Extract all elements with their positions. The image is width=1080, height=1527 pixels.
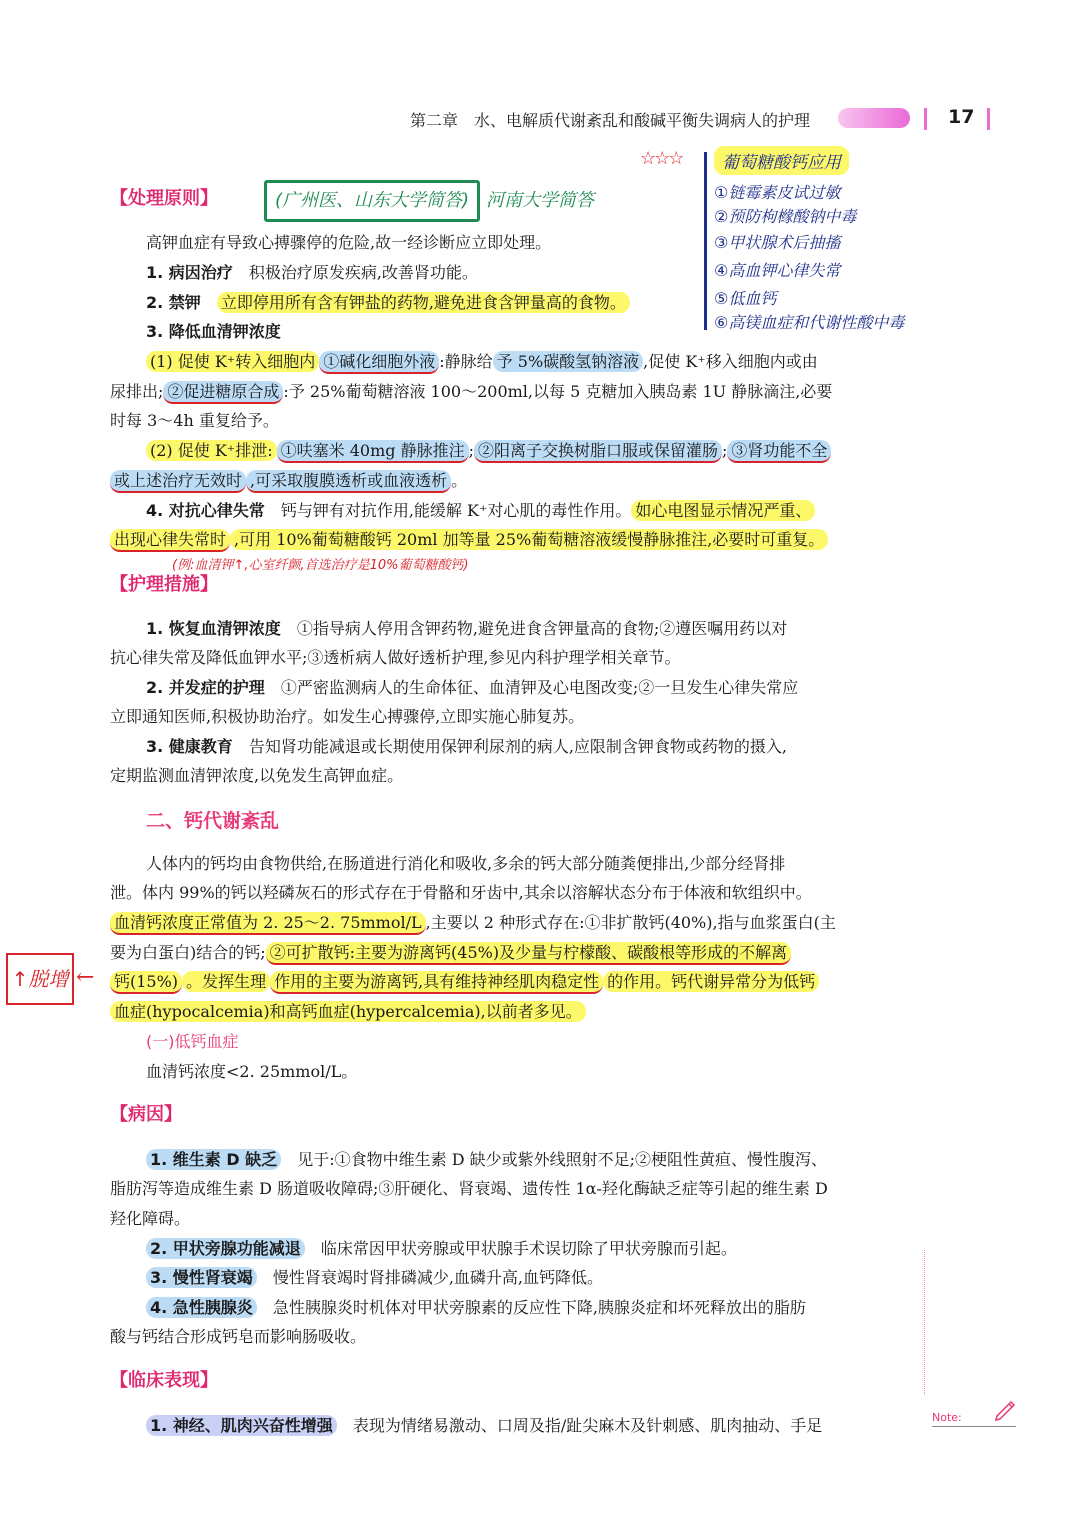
highlight: 如心电图显示情况严重、 bbox=[631, 500, 815, 521]
paragraph: 血清钙浓度<2. 25mmol/L。 bbox=[146, 1062, 358, 1081]
star-marks: ☆☆☆ bbox=[640, 148, 683, 169]
note-item: ③甲状腺术后抽搐 bbox=[714, 233, 841, 252]
section-cause: 【病因】 bbox=[110, 1104, 182, 1125]
text: :予 25%葡萄糖溶液 100～200ml,以每 5 克糖加入胰岛素 1U 静脉滴注,必要 bbox=[283, 382, 833, 401]
item-label: 4. 急性胰腺炎 bbox=[146, 1297, 257, 1318]
highlight: 血症(hypocalcemia)和高钙血症(hypercalcemia),以前者多见。 bbox=[110, 1001, 586, 1022]
text: :静脉给 bbox=[439, 352, 493, 371]
paragraph bbox=[146, 1415, 946, 1437]
text: 告知肾功能减退或长期使用保钾利尿剂的病人,应限制含钾食物或药物的摄入, bbox=[248, 737, 787, 756]
note-area bbox=[932, 1406, 1016, 1425]
exam-source-note: 河南大学简答 bbox=[486, 190, 594, 211]
paragraph bbox=[146, 1149, 946, 1171]
header-separator bbox=[924, 108, 927, 130]
paragraph bbox=[146, 1238, 946, 1260]
paragraph bbox=[146, 440, 946, 462]
side-annotation-box: ↑脱增 bbox=[6, 953, 74, 1005]
subsection-hypocalcemia: (一)低钙血症 bbox=[146, 1032, 239, 1051]
highlight: 予 5%碳酸氢钠溶液 bbox=[493, 351, 643, 372]
paragraph: 泄。体内 99%的钙以羟磷灰石的形式存在于骨骼和牙齿中,其余以溶解状态分布于体液和软组织中。 bbox=[110, 883, 812, 902]
text: 慢性肾衰竭时肾排磷减少,血磷升高,血钙降低。 bbox=[272, 1268, 603, 1287]
section-clinical: 【临床表现】 bbox=[110, 1370, 218, 1391]
paragraph bbox=[110, 381, 910, 403]
highlight: 作用的主要为游离钙,具有维持神经肌肉稳定性 bbox=[270, 971, 603, 994]
item-label: 4. 对抗心律失常 bbox=[146, 501, 265, 520]
note-label: Note: bbox=[932, 1411, 962, 1424]
paragraph: 高钾血症有导致心搏骤停的危险,故一经诊断应立即处理。 bbox=[146, 233, 552, 252]
text: 急性胰腺炎时机体对甲状旁腺素的反应性下降,胰腺炎症和坏死释放出的脂肪 bbox=[272, 1298, 806, 1317]
text: 要为白蛋白)结合的钙; bbox=[110, 943, 266, 962]
text: ①指导病人停用含钾药物,避免进食含钾量高的食物;②遵医嘱用药以对 bbox=[296, 619, 788, 638]
highlight: 血清钙浓度正常值为 2. 25～2. 75mmol/L bbox=[110, 912, 426, 935]
paragraph bbox=[146, 677, 946, 699]
handwritten-example: (例:血清钾↑,心室纤颤,首选治疗是10%葡萄糖酸钙) bbox=[172, 558, 469, 573]
page-number: 17 bbox=[948, 106, 975, 128]
note-item: ②预防枸橼酸钠中毒 bbox=[714, 207, 857, 226]
highlight: ②可扩散钙:主要为游离钙(45%)及少量与柠檬酸、碳酸根等形成的不解离 bbox=[266, 942, 791, 965]
note-item: ④高血钾心律失常 bbox=[714, 261, 841, 280]
item-label: 3. 降低血清钾浓度 bbox=[146, 322, 281, 341]
text: 临床常因甲状旁腺或甲状腺手术误切除了甲状旁腺而引起。 bbox=[320, 1239, 737, 1258]
text: 表现为情绪易激动、口周及指/趾尖麻木及针刺感、肌肉抽动、手足 bbox=[352, 1416, 823, 1435]
paragraph bbox=[146, 736, 946, 758]
item-label: 3. 健康教育 bbox=[146, 737, 233, 756]
item-label: 2. 并发症的护理 bbox=[146, 678, 265, 697]
highlight: ①呋塞米 40mg 静脉推注 bbox=[277, 440, 469, 463]
header-separator bbox=[987, 108, 990, 130]
exam-source-box: (广州医、山东大学简答) bbox=[264, 180, 480, 222]
margin-dotted-line bbox=[924, 1250, 925, 1395]
note-item: ①链霉素皮试过敏 bbox=[714, 183, 841, 202]
item-label: 1. 维生素 D 缺乏 bbox=[146, 1149, 281, 1170]
highlight: ②促进糖原合成 bbox=[163, 381, 283, 404]
item-label: 1. 神经、肌肉兴奋性增强 bbox=[146, 1415, 337, 1436]
highlight: (1) 促使 K⁺转入细胞内 bbox=[146, 351, 319, 372]
paragraph: 酸与钙结合形成钙皂而影响肠吸收。 bbox=[110, 1327, 367, 1346]
text: ,促使 K⁺移入细胞内或由 bbox=[643, 352, 818, 371]
section-treatment: 【处理原则】 bbox=[110, 188, 218, 209]
item-label: 1. 恢复血清钾浓度 bbox=[146, 619, 281, 638]
text: 钙与钾有对抗作用,能缓解 K⁺对心肌的毒性作用。 bbox=[280, 501, 632, 520]
text: ,主要以 2 种形式存在:①非扩散钙(40%),指与血浆蛋白(主 bbox=[425, 913, 836, 932]
note-item: ⑥高镁血症和代谢性酸中毒 bbox=[714, 313, 905, 332]
item-label: 2. 禁钾 bbox=[146, 293, 201, 312]
text: ①严密监测病人的生命体征、血清钾及心电图改变;②一旦发生心律失常应 bbox=[280, 678, 799, 697]
text: 。 bbox=[451, 471, 468, 490]
paragraph bbox=[146, 500, 946, 522]
note-title: 葡萄糖酸钙应用 bbox=[714, 146, 849, 175]
paragraph: 立即通知医师,积极协助治疗。如发生心搏骤停,立即实施心肺复苏。 bbox=[110, 707, 585, 726]
paragraph bbox=[110, 971, 910, 993]
paragraph bbox=[146, 351, 946, 373]
highlight: 钙(15%) bbox=[110, 971, 182, 994]
highlight: ,可用 10%葡萄糖酸钙 20ml 加等量 25%葡萄糖溶液缓慢静脉推注,必要时可重复。 bbox=[230, 529, 828, 550]
left-arrow-icon: ← bbox=[76, 965, 95, 990]
highlight: 出现心律失常时 bbox=[110, 529, 230, 552]
section-nursing: 【护理措施】 bbox=[110, 574, 218, 595]
header-decor-bar bbox=[838, 108, 910, 128]
paragraph bbox=[146, 262, 946, 284]
section-calcium: 二、钙代谢紊乱 bbox=[146, 810, 280, 832]
note-rule bbox=[932, 1426, 1016, 1427]
paragraph bbox=[146, 1297, 946, 1319]
item-label: 1. 病因治疗 bbox=[146, 263, 233, 282]
paragraph: 人体内的钙均由食物供给,在肠道进行消化和吸收,多余的钙大部分随粪便排出,少部分经肾排 bbox=[146, 854, 786, 873]
paragraph bbox=[146, 292, 946, 314]
highlight: 或上述治疗无效时 bbox=[110, 470, 246, 493]
item-label: 2. 甲状旁腺功能减退 bbox=[146, 1238, 305, 1259]
paragraph: 脂肪泻等造成维生素 D 肠道吸收障碍;③肝硬化、肾衰竭、遗传性 1α-羟化酶缺乏症等引起的维生素 D bbox=[110, 1179, 828, 1198]
item-text: 积极治疗原发疾病,改善肾功能。 bbox=[248, 263, 478, 282]
highlight: ③肾功能不全 bbox=[727, 440, 831, 463]
item-label: 3. 慢性肾衰竭 bbox=[146, 1267, 257, 1288]
paragraph bbox=[110, 529, 910, 551]
paragraph: 羟化障碍。 bbox=[110, 1209, 191, 1228]
paragraph: 定期监测血清钾浓度,以免发生高钾血症。 bbox=[110, 766, 404, 785]
paragraph bbox=[110, 942, 910, 964]
chapter-title: 第二章 水、电解质代谢紊乱和酸碱平衡失调病人的护理 bbox=[410, 111, 811, 130]
paragraph bbox=[146, 321, 946, 343]
paragraph bbox=[110, 470, 910, 492]
highlight: (2) 促使 K⁺排泄: bbox=[146, 440, 277, 461]
text: ; bbox=[722, 441, 728, 460]
paragraph: 抗心律失常及降低血钾水平;③透析病人做好透析护理,参见内科护理学相关章节。 bbox=[110, 648, 681, 667]
highlight: ①碱化细胞外液 bbox=[319, 351, 439, 374]
text: ; bbox=[468, 441, 474, 460]
paragraph bbox=[110, 912, 910, 934]
pencil-icon bbox=[992, 1398, 1018, 1424]
highlight: ②阳离子交换树脂口服或保留灌肠 bbox=[474, 440, 722, 463]
text: 见于:①食物中维生素 D 缺少或紫外线照射不足;②梗阻性黄疸、慢性腹泻、 bbox=[297, 1150, 828, 1169]
paragraph bbox=[110, 1001, 910, 1023]
highlight: 立即停用所有含有钾盐的药物,避免进食含钾量高的食物。 bbox=[217, 292, 630, 313]
paragraph bbox=[146, 618, 946, 640]
paragraph bbox=[146, 1267, 946, 1289]
highlight: ,可采取腹膜透析或血液透析 bbox=[246, 470, 451, 493]
text: 尿排出; bbox=[110, 382, 164, 401]
paragraph: 时每 3～4h 重复给予。 bbox=[110, 411, 279, 430]
highlight: 的作用。钙代谢异常分为低钙 bbox=[603, 971, 819, 992]
highlight: 。发挥生理 bbox=[182, 971, 270, 992]
note-item: ⑤低血钙 bbox=[714, 289, 777, 308]
